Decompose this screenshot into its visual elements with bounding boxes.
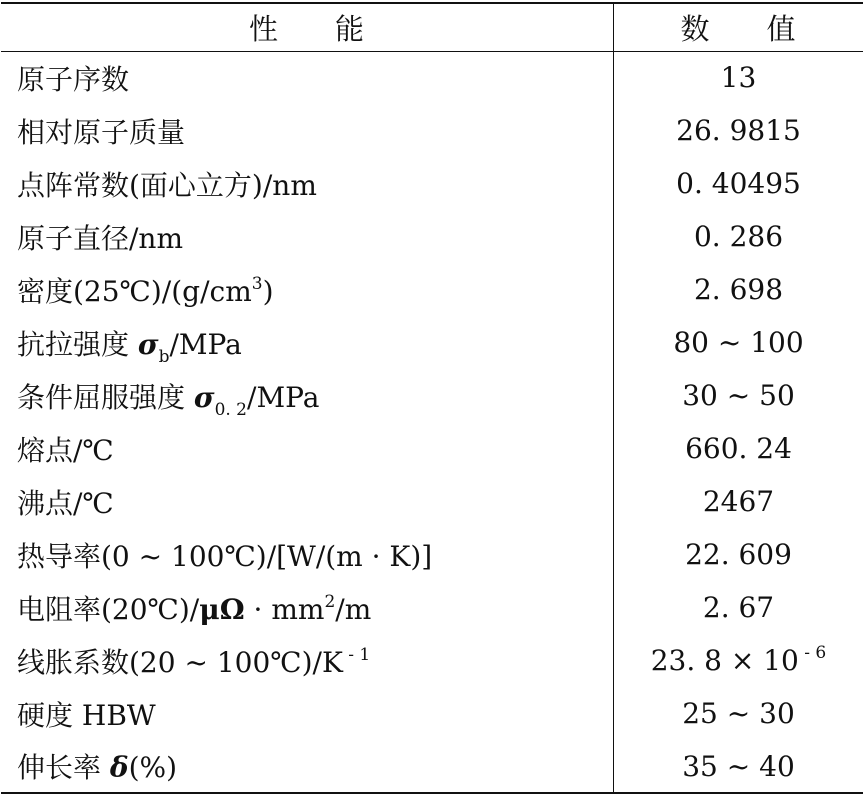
sigma-symbol: σ [137,327,159,361]
table-row [1,157,863,210]
value-cell: 25 ~ 30 [682,697,795,730]
aluminum-properties-table [1,2,863,794]
property-cell: 原子序数 [1,51,614,104]
table-row [1,528,863,581]
value-cell: 0. 286 [693,220,784,253]
value-cell: 2467 [702,485,775,518]
header-value: 数 值 [614,3,864,51]
value-cell: 2. 67 [702,591,775,624]
value-cell: 23. 8 × 10 $^{- 6}$ [650,643,827,677]
table-row [1,369,863,422]
value-cell: 2. 698 [693,273,784,306]
value-cell: 26. 9815 [676,114,801,147]
micro-ohm-symbol: μΩ [199,592,245,626]
value-cell: 0. 40495 [676,167,801,200]
property-cell: 沸点/℃ [1,475,614,528]
table-row [1,422,863,475]
property-cell: 密度$(25℃)/(g/cm^3)$ [1,263,614,316]
value-cell: 80 ~ 100 [673,326,804,359]
header-property: 性 能 [1,3,614,51]
delta-symbol: δ [109,751,129,784]
table-header-row [1,3,863,51]
table-row [1,475,863,528]
property-cell: 抗拉强度 $\sigma_b$/MPa [1,316,614,369]
property-cell: 线胀系数(20 ~ 100℃)/K $^{- 1}$ [1,634,614,687]
table-row [1,740,863,793]
table-row [1,210,863,263]
value-cell: 22. 609 [685,538,792,571]
property-cell: 硬度 HBW [1,687,614,740]
property-cell: 熔点/℃ [1,422,614,475]
value-cell: 30 ~ 50 [682,379,795,412]
table-row [1,263,863,316]
value-cell: 660. 24 [685,432,792,465]
property-cell: 点阵常数(面心立方)/nm [1,157,614,210]
table-row [1,316,863,369]
table-row [1,687,863,740]
property-cell: 条件屈服强度 $\sigma_{0. 2}$/MPa [1,369,614,422]
sigma-symbol: σ [193,380,215,414]
property-cell: 相对原子质量 [1,104,614,157]
table-row [1,581,863,634]
table-row [1,634,863,687]
table-row [1,104,863,157]
property-cell: 热导率(0 ~ 100℃)/[W/(m · K)] [1,528,614,581]
property-cell: 原子直径/nm [1,210,614,263]
value-cell: 35 ~ 40 [614,740,864,793]
property-cell: 电阻率(20℃)/μΩ · $mm^2/m$ [1,581,614,634]
property-cell: 伸长率 δ(%) [1,740,614,793]
value-cell: 13 [720,61,757,95]
table-row [1,51,863,104]
